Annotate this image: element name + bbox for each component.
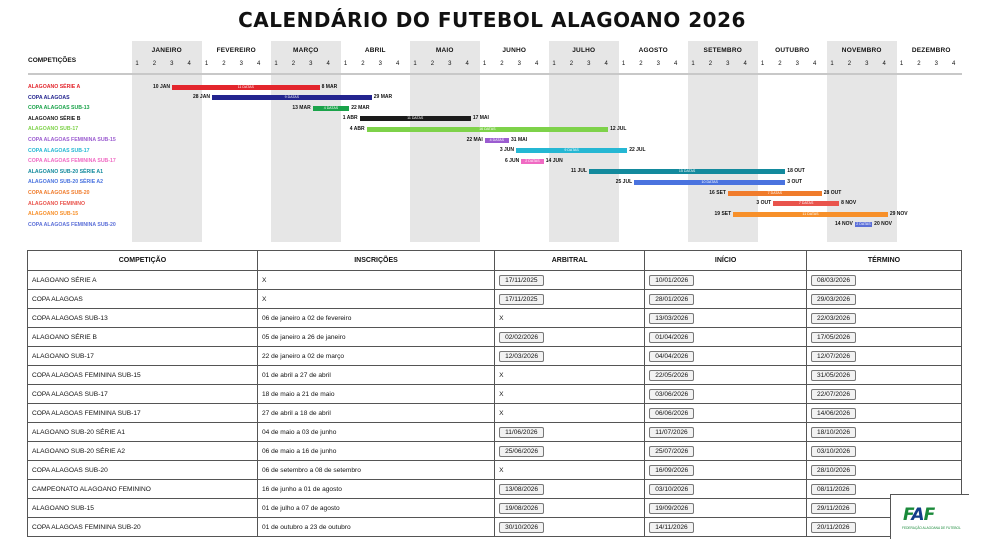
gantt-start-date: 4 ABR <box>349 125 365 132</box>
table-cell: X <box>257 271 494 290</box>
week-number: 1 <box>621 61 626 67</box>
header-arbitral: ARBITRAL <box>495 251 645 271</box>
table-cell <box>495 480 645 499</box>
table-cell: CAMPEONATO ALAGOANO FEMININO <box>28 480 258 499</box>
timeline-axis-line <box>28 73 962 75</box>
week-number: 3 <box>239 61 243 67</box>
week-number: 2 <box>917 61 921 67</box>
table-row <box>28 309 962 328</box>
gantt-bar-dates: 2 DATAS <box>856 222 871 227</box>
table-cell: COPA ALAGOAS SUB-20 <box>28 461 258 480</box>
week-number: 3 <box>726 61 730 67</box>
week-number: 1 <box>413 61 417 67</box>
competition-label: ALAGOANO SUB-17 <box>28 126 79 133</box>
date-value: 12/07/2026 <box>811 351 856 362</box>
month-label: ABRIL <box>364 47 386 54</box>
table-cell <box>806 271 961 290</box>
table-cell <box>645 461 807 480</box>
table-cell: ALAGOANO SUB-17 <box>28 347 258 366</box>
table-cell: COPA ALAGOAS FEMININA SUB-15 <box>28 366 258 385</box>
date-value: 13/08/2026 <box>499 484 544 495</box>
date-value: 28/10/2026 <box>811 465 856 476</box>
competition-label: ALAGOANO SUB-20 SÉRIE A1 <box>28 168 104 175</box>
logo-letter-a: A <box>911 505 924 525</box>
date-value: 17/11/2025 <box>499 275 544 286</box>
table-row <box>28 442 962 461</box>
table-cell <box>806 404 961 423</box>
gantt-bar-dates: 7 DATAS <box>767 190 783 195</box>
date-value: 02/02/2026 <box>499 332 544 343</box>
date-value: 17/11/2025 <box>499 294 544 305</box>
table-row <box>28 423 962 442</box>
month-label: DEZEMBRO <box>911 47 951 54</box>
week-number: 4 <box>256 61 261 67</box>
date-value: 08/03/2026 <box>811 275 856 286</box>
table-cell: 06 de setembro a 08 de setembro <box>257 461 494 480</box>
table-cell <box>645 499 807 518</box>
table-cell: X <box>257 290 494 309</box>
date-value: 22/07/2026 <box>811 389 856 400</box>
table-row <box>28 385 962 404</box>
date-value: 22/03/2026 <box>811 313 856 324</box>
table-row <box>28 518 962 537</box>
week-number: 4 <box>673 61 678 67</box>
month-label: NOVEMBRO <box>841 47 882 54</box>
month-label: FEVEREIRO <box>216 47 256 54</box>
table-row <box>28 271 962 290</box>
gantt-bar-dates: 9 DATAS <box>284 95 300 100</box>
week-number: 1 <box>760 61 765 67</box>
gantt-start-date: 11 JUL <box>570 168 587 175</box>
table-cell: ALAGOANO SUB-20 SÉRIE A2 <box>28 442 258 461</box>
week-number: 3 <box>448 61 452 67</box>
gantt-start-date: 6 JUN <box>505 157 520 164</box>
date-value: 19/09/2026 <box>649 503 694 514</box>
date-value: 10/01/2026 <box>649 275 694 286</box>
month-shade <box>271 41 341 242</box>
gantt-end-date: 20 NOV <box>874 221 892 228</box>
date-value: 19/08/2026 <box>499 503 544 514</box>
month-label: JULHO <box>572 47 596 54</box>
week-number: 3 <box>656 61 660 67</box>
table-cell <box>645 271 807 290</box>
month-shade <box>132 41 202 242</box>
gantt-start-date: 3 OUT <box>756 200 772 207</box>
week-number: 4 <box>326 61 330 67</box>
date-value: 08/11/2026 <box>811 484 856 495</box>
table-cell: 01 de outubro a 23 de outubro <box>257 518 494 537</box>
table-cell <box>806 442 961 461</box>
date-value: 13/03/2026 <box>649 313 694 324</box>
competition-label: COPA ALAGOAS FEMININA SUB-20 <box>28 221 116 228</box>
table-cell <box>495 423 645 442</box>
week-number: 1 <box>899 61 904 67</box>
date-value: 14/11/2026 <box>649 522 694 533</box>
week-number: 3 <box>865 61 869 67</box>
table-cell <box>806 309 961 328</box>
table-cell <box>645 480 807 499</box>
gantt-end-date: 29 MAR <box>373 94 393 101</box>
week-number: 3 <box>795 61 799 67</box>
table-cell: COPA ALAGOAS FEMININA SUB-17 <box>28 404 258 423</box>
table-cell <box>495 271 645 290</box>
table-cell: 06 de janeiro a 02 de fevereiro <box>257 309 494 328</box>
table-cell <box>645 518 807 537</box>
gantt-start-date: 16 SET <box>709 189 726 196</box>
table-cell <box>806 290 961 309</box>
gantt-end-date: 17 MAI <box>472 115 489 122</box>
gantt-end-date: 14 JUN <box>545 157 563 164</box>
table-cell: 01 de julho a 07 de agosto <box>257 499 494 518</box>
week-number: 4 <box>812 61 817 67</box>
date-value: 11/07/2026 <box>649 427 694 438</box>
table-cell <box>495 518 645 537</box>
faf-logo-mark <box>903 505 934 525</box>
gantt-bar-dates: 4 DATAS <box>323 105 339 110</box>
date-value: 06/06/2026 <box>649 408 694 419</box>
week-number: 3 <box>309 61 313 67</box>
date-value: 31/05/2026 <box>811 370 856 381</box>
week-number: 3 <box>517 61 521 67</box>
table-cell: 01 de abril a 27 de abril <box>257 366 494 385</box>
table-cell <box>645 328 807 347</box>
week-number: 2 <box>222 61 226 67</box>
date-value: 22/05/2026 <box>649 370 694 381</box>
table-cell: ALAGOANO SUB-15 <box>28 499 258 518</box>
table-cell: 04 de maio a 03 de junho <box>257 423 494 442</box>
gantt-bar-dates: 11 DATAS <box>802 211 819 216</box>
competitions-header: COMPETIÇÕES <box>28 57 77 64</box>
date-value: 25/06/2026 <box>499 446 544 457</box>
gantt-bar-dates: 11 DATAS <box>407 116 424 121</box>
date-value: 20/11/2026 <box>811 522 856 533</box>
table-header-row <box>28 251 962 271</box>
table-row <box>28 404 962 423</box>
table-cell: X <box>495 366 645 385</box>
gantt-bar-dates: 15 DATAS <box>678 169 696 174</box>
gantt-end-date: 31 MAI <box>511 136 528 143</box>
gantt-bar-dates: 7 DATAS <box>798 201 814 206</box>
week-number: 2 <box>569 61 574 67</box>
date-value: 04/04/2026 <box>649 351 694 362</box>
table-cell <box>645 423 807 442</box>
week-number: 2 <box>639 61 643 67</box>
table-cell: 05 de janeiro a 26 de janeiro <box>257 328 494 347</box>
header-inscricoes: INSCRIÇÕES <box>257 251 494 271</box>
week-number: 3 <box>587 61 591 67</box>
table-cell: 16 de junho a 01 de agosto <box>257 480 494 499</box>
table-cell: ALAGOANO SUB-20 SÉRIE A1 <box>28 423 258 442</box>
table-cell: 06 de maio a 16 de junho <box>257 442 494 461</box>
table-cell: COPA ALAGOAS SUB-17 <box>28 385 258 404</box>
gantt-end-date: 22 MAR <box>351 104 370 111</box>
competition-label: ALAGOANO SUB-15 <box>28 211 79 218</box>
table-row <box>28 347 962 366</box>
competition-label: COPA ALAGOAS FEMININA SUB-15 <box>28 137 116 143</box>
week-number: 4 <box>743 61 747 67</box>
week-number: 1 <box>691 61 695 67</box>
month-label: AGOSTO <box>638 47 668 54</box>
table-cell: COPA ALAGOAS <box>28 290 258 309</box>
competition-label: ALAGOANO SUB-20 SÉRIE A2 <box>28 179 104 186</box>
gantt-start-date: 13 MAR <box>292 104 311 111</box>
date-value: 01/04/2026 <box>649 332 694 343</box>
table-cell: X <box>495 461 645 480</box>
date-value: 03/06/2026 <box>649 389 694 400</box>
date-value: 30/10/2026 <box>499 522 544 533</box>
header-inicio: INÍCIO <box>645 251 807 271</box>
competition-label: ALAGOANO SÉRIE A <box>28 84 81 90</box>
gantt-bar-dates: 16 DATAS <box>479 126 496 131</box>
table-cell <box>645 347 807 366</box>
table-cell: COPA ALAGOAS FEMININA SUB-20 <box>28 518 258 537</box>
gantt-bar-dates: 11 DATAS <box>237 84 254 89</box>
competition-label: COPA ALAGOAS SUB-20 <box>28 190 90 196</box>
table-cell: X <box>495 309 645 328</box>
table-cell: ALAGOANO SÉRIE B <box>28 328 258 347</box>
gantt-start-date: 28 JAN <box>192 94 210 101</box>
month-label: MAIO <box>435 47 454 54</box>
week-number: 2 <box>361 61 365 67</box>
date-value: 12/03/2026 <box>499 351 544 362</box>
table-cell: X <box>495 385 645 404</box>
gantt-end-date: 8 NOV <box>841 200 857 207</box>
date-value: 25/07/2026 <box>649 446 694 457</box>
gantt-bar-dates: 10 DATAS <box>701 179 718 184</box>
month-label: JUNHO <box>502 47 527 54</box>
week-number: 2 <box>708 61 713 67</box>
competition-label: ALAGOANO FEMININO <box>28 200 86 207</box>
table-row <box>28 499 962 518</box>
competition-label: COPA ALAGOAS <box>28 94 70 101</box>
week-number: 4 <box>187 61 191 67</box>
date-value: 29/11/2026 <box>811 503 856 514</box>
table-cell <box>806 423 961 442</box>
week-number: 1 <box>274 61 278 67</box>
table-cell <box>645 309 807 328</box>
week-number: 1 <box>204 61 209 67</box>
table-row <box>28 366 962 385</box>
week-number: 2 <box>847 61 852 67</box>
gantt-end-date: 3 OUT <box>787 178 803 185</box>
gantt-start-date: 22 MAI <box>466 136 483 143</box>
table-cell: 22 de janeiro a 02 de março <box>257 347 494 366</box>
competition-table <box>27 250 962 537</box>
month-label: JANEIRO <box>151 47 182 54</box>
competition-label: ALAGOANO SÉRIE B <box>28 115 81 122</box>
date-value: 29/03/2026 <box>811 294 856 305</box>
gantt-start-date: 14 NOV <box>835 221 853 228</box>
date-value: 18/10/2026 <box>811 427 856 438</box>
table-row <box>28 290 962 309</box>
date-value: 11/06/2026 <box>499 427 544 438</box>
date-value: 03/10/2026 <box>649 484 694 495</box>
week-number: 2 <box>778 61 782 67</box>
gantt-chart <box>0 0 984 250</box>
week-number: 3 <box>378 61 382 67</box>
table-cell <box>806 366 961 385</box>
table-cell <box>645 404 807 423</box>
week-number: 2 <box>152 61 157 67</box>
week-number: 4 <box>395 61 400 67</box>
gantt-bar-dates: 9 DATAS <box>564 148 579 153</box>
table-cell <box>645 366 807 385</box>
competition-label: COPA ALAGOAS SUB-13 <box>28 105 90 112</box>
gantt-end-date: 29 NOV <box>889 210 908 217</box>
table-row <box>28 480 962 499</box>
gantt-start-date: 19 SET <box>714 210 732 217</box>
table-cell: X <box>495 404 645 423</box>
date-value: 14/06/2026 <box>811 408 856 419</box>
gantt-end-date: 8 MAR <box>321 83 338 90</box>
table-cell <box>495 442 645 461</box>
table-cell <box>645 385 807 404</box>
table-cell <box>645 290 807 309</box>
table-cell <box>806 328 961 347</box>
month-label: SETEMBRO <box>703 47 742 54</box>
table-cell <box>495 290 645 309</box>
gantt-end-date: 12 JUL <box>610 125 627 132</box>
week-number: 1 <box>552 61 556 67</box>
date-value: 28/01/2026 <box>649 294 694 305</box>
week-number: 2 <box>291 61 296 67</box>
gantt-start-date: 25 JUL <box>615 178 633 185</box>
table-row <box>28 461 962 480</box>
week-number: 4 <box>604 61 608 67</box>
gantt-start-date: 10 JAN <box>153 83 170 90</box>
gantt-end-date: 22 JUL <box>629 147 646 154</box>
table-body <box>28 271 962 537</box>
gantt-start-date: 1 ABR <box>342 115 358 122</box>
logo-subtitle: FEDERAÇÃO ALAGOANA DE FUTEBOL <box>902 526 961 530</box>
faf-logo <box>890 494 969 539</box>
date-value: 17/05/2026 <box>811 332 856 343</box>
table-cell <box>806 385 961 404</box>
week-number: 3 <box>934 61 938 67</box>
competition-label: COPA ALAGOAS FEMININA SUB-17 <box>28 158 116 165</box>
logo-letter-f1: F <box>903 505 912 525</box>
date-value: 16/09/2026 <box>649 465 694 476</box>
table-cell <box>806 461 961 480</box>
table-cell <box>495 328 645 347</box>
table-cell: 18 de maio a 21 de maio <box>257 385 494 404</box>
week-number: 2 <box>500 61 504 67</box>
header-termino: TÉRMINO <box>806 251 961 271</box>
competition-label: COPA ALAGOAS SUB-17 <box>28 147 90 154</box>
week-number: 3 <box>170 61 174 67</box>
gantt-bar-dates: 4 DATAS <box>489 137 505 142</box>
gantt-start-date: 3 JUN <box>499 147 514 154</box>
table-cell <box>806 347 961 366</box>
week-number: 1 <box>135 61 139 67</box>
table-cell <box>495 499 645 518</box>
gantt-end-date: 28 OUT <box>823 189 842 196</box>
table-row <box>28 328 962 347</box>
week-number: 4 <box>882 61 886 67</box>
month-shade <box>549 41 619 242</box>
table-cell <box>495 347 645 366</box>
week-number: 1 <box>343 61 348 67</box>
logo-letter-f2: F <box>923 505 935 525</box>
week-number: 1 <box>830 61 834 67</box>
gantt-bar-dates: 2 DATAS <box>525 158 540 163</box>
table-cell <box>645 442 807 461</box>
week-number: 4 <box>951 61 956 67</box>
month-label: MARÇO <box>292 47 319 54</box>
table-cell: COPA ALAGOAS SUB-13 <box>28 309 258 328</box>
header-competicao: COMPETIÇÃO <box>28 251 258 271</box>
page-title: CALENDÁRIO DO FUTEBOL ALAGOANO 2026 <box>238 8 746 32</box>
table-cell: 27 de abril a 18 de abril <box>257 404 494 423</box>
gantt-end-date: 18 OUT <box>787 168 805 175</box>
week-number: 4 <box>465 61 469 67</box>
week-number: 2 <box>430 61 435 67</box>
week-number: 4 <box>534 61 539 67</box>
month-label: OUTUBRO <box>775 47 810 54</box>
table-cell: ALAGOANO SÉRIE A <box>28 271 258 290</box>
week-number: 1 <box>482 61 487 67</box>
date-value: 03/10/2026 <box>811 446 856 457</box>
